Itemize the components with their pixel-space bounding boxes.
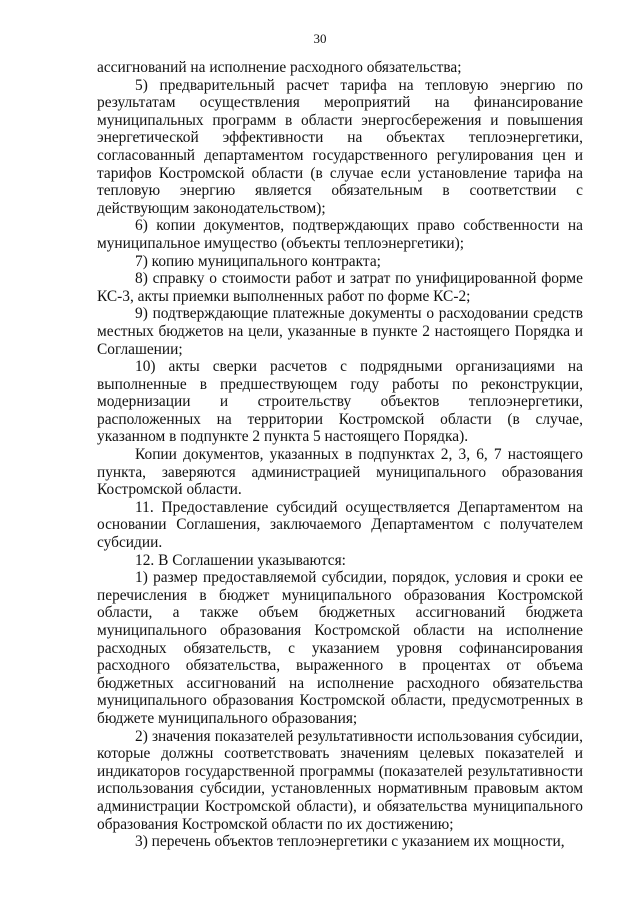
paragraph-item-10: 10) акты сверки расчетов с подрядными организациями на выполненные в предшествующем году работы по реконструкции, модернизации и строительству объектов теплоэнергетики, расположенных на территории Костромской области (в случае, указанном в подпункте 2 пункта 5 настоящего Порядка). <box>97 358 583 446</box>
page-number: 30 <box>313 31 327 46</box>
paragraph-section-12: 12. В Соглашении указываются: <box>135 551 346 569</box>
paragraph-12-item-2: 2) значения показателей результативности использования субсидии, которые должны соответствовать значениям целевых показателей и индикаторов государственной программы (показателей результативности использования субсидии, установленных нормативным правовым актом администрации Костромской области), и обязательства муниципального образования Костромской области по их достижению; <box>97 727 583 833</box>
paragraph-12-item-3: 3) перечень объектов теплоэнергетики с указанием их мощности, <box>135 833 565 851</box>
document-body <box>97 59 583 851</box>
paragraph-item-5: 5) предварительный расчет тарифа на тепловую энергию по результатам осуществления мероприятий на финансирование муниципальных программ в области энергосбережения и повышения энергетической эффективности на объектах теплоэнергетики, согласованный департаментом государственного регулирования цен и тарифов Костромской области (в случае если установление тарифа на тепловую энергию является обязательным в соответствии с действующим законодательством); <box>97 76 583 217</box>
paragraph-item-6: 6) копии документов, подтверждающих право собственности на муниципальное имущество (объекты теплоэнергетики); <box>97 217 583 252</box>
paragraph-12-item-1: 1) размер предоставляемой субсидии, порядок, условия и сроки ее перечисления в бюджет муниципального образования Костромской области, а также объем бюджетных ассигнований бюджета муниципального образования Костромской области на исполнение расходных обязательств, с указанием уровня софинансирования расходного обязательства, выраженного в процентах от объема бюджетных ассигнований на исполнение расходного обязательства муниципального образования Костромской области, предусмотренных в бюджете муниципального образования; <box>97 569 583 727</box>
paragraph-continuation: ассигнований на исполнение расходного обязательства; <box>97 59 462 76</box>
paragraph-copies: Копии документов, указанных в подпунктах 2, 3, 6, 7 настоящего пункта, заверяются администрацией муниципального образования Костромской области. <box>97 446 583 499</box>
paragraph-item-7: 7) копию муниципального контракта; <box>135 252 381 270</box>
paragraph-item-8: 8) справку о стоимости работ и затрат по унифицированной форме КС-3, акты приемки выполненных работ по форме КС-2; <box>97 270 583 305</box>
paragraph-item-9: 9) подтверждающие платежные документы о расходовании средств местных бюджетов на цели, указанные в пункте 2 настоящего Порядка и Соглашении; <box>97 305 583 358</box>
paragraph-section-11: 11. Предоставление субсидий осуществляется Департаментом на основании Соглашения, заключаемого Департаментом с получателем субсидии. <box>97 498 583 552</box>
